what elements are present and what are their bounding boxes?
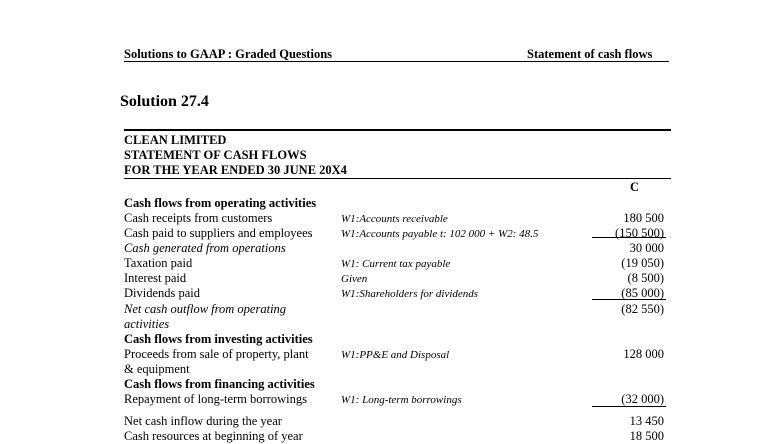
row-amount: 180 500 — [623, 211, 664, 225]
page-header-left: Solutions to GAAP : Graded Questions — [124, 47, 333, 61]
row-label: Dividends paid — [124, 286, 201, 300]
working-reference: W1:Accounts payable t: 102 000 + W2: 48.5 — [341, 228, 539, 240]
row-amount: 13 450 — [629, 414, 664, 428]
row-label: Proceeds from sale of property, plant — [124, 347, 309, 361]
row-amount: 18 500 — [629, 429, 664, 443]
table-top-border — [124, 129, 671, 131]
row-label: Cash resources at beginning of year — [124, 429, 303, 443]
row-label: Cash generated from operations — [124, 241, 286, 255]
period-divider — [124, 178, 671, 179]
row-amount: (150 500) — [615, 226, 664, 240]
header-divider — [124, 61, 669, 62]
currency-header: C — [630, 180, 640, 194]
row-amount: (32 000) — [621, 392, 664, 406]
row-label: Net cash outflow from operating — [124, 302, 287, 316]
section-heading: Cash flows from operating activities — [124, 196, 317, 210]
row-amount: (19 050) — [621, 256, 664, 270]
row-label: Cash receipts from customers — [124, 211, 273, 225]
row-label-continuation: & equipment — [124, 362, 190, 376]
working-reference: W1:Accounts receivable — [341, 213, 448, 225]
row-amount: 128 000 — [623, 347, 664, 361]
subtotal-rule-3 — [592, 406, 666, 407]
working-reference: W1:PP&E and Disposal — [341, 349, 450, 361]
row-amount: (8 500) — [627, 271, 664, 285]
row-label: Net cash inflow during the year — [124, 414, 282, 428]
subtotal-rule-2 — [592, 299, 666, 300]
row-label: Repayment of long-term borrowings — [124, 392, 307, 406]
row-amount: (82 550) — [621, 302, 664, 316]
page-header-right: Statement of cash flows — [527, 47, 653, 61]
solution-title: Solution 27.4 — [120, 93, 209, 110]
working-reference: W1: Current tax payable — [341, 258, 451, 270]
row-label: Interest paid — [124, 271, 187, 285]
subtotal-rule-1 — [592, 237, 666, 238]
company-name: CLEAN LIMITED — [124, 133, 227, 147]
row-label: Taxation paid — [124, 256, 193, 270]
statement-title: STATEMENT OF CASH FLOWS — [124, 148, 307, 162]
row-label: Cash paid to suppliers and employees — [124, 226, 313, 240]
section-heading: Cash flows from investing activities — [124, 332, 313, 346]
row-label-continuation: activities — [124, 317, 170, 331]
row-amount: 30 000 — [629, 241, 664, 255]
row-amount: (85 000) — [621, 286, 664, 300]
working-reference: W1: Long-term borrowings — [341, 394, 462, 406]
working-reference: W1:Shareholders for dividends — [341, 288, 479, 300]
working-reference: Given — [341, 273, 368, 285]
section-heading: Cash flows from financing activities — [124, 377, 315, 391]
statement-period: FOR THE YEAR ENDED 30 JUNE 20X4 — [124, 163, 347, 177]
